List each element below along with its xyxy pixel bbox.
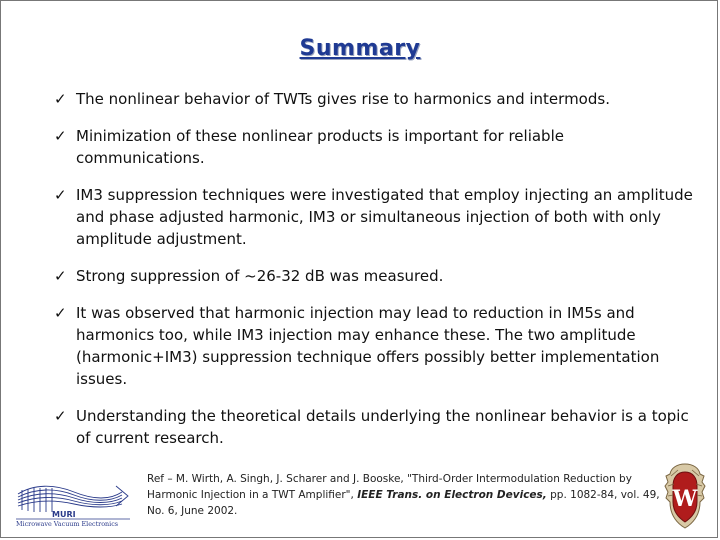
bullet-item: [54, 302, 694, 390]
check-icon: ✓: [54, 186, 67, 204]
university-crest-icon: [662, 462, 708, 530]
bullet-item: [54, 184, 694, 250]
bullet-text: Understanding the theoretical details underlying the nonlinear behavior is a topic of current research.: [76, 407, 689, 447]
check-icon: ✓: [54, 127, 67, 145]
logo-text-top: MURI: [52, 510, 76, 519]
bullet-text: IM3 suppression techniques were investigated that employ injecting an amplitude and phase adjusted harmonic, IM3 or simultaneous injection of both with only amplitude adjustment.: [76, 186, 693, 248]
bullet-text: Minimization of these nonlinear products is important for reliable communications.: [76, 127, 564, 167]
bullet-list: [54, 88, 694, 449]
slide-title: Summary: [299, 36, 421, 61]
reference-citation: [147, 471, 667, 519]
bullet-item: [54, 88, 694, 110]
reference-journal: IEEE Trans. on Electron Devices,: [357, 489, 547, 501]
bullet-item: [54, 265, 694, 287]
bullet-text: The nonlinear behavior of TWTs gives rise to harmonics and intermods.: [76, 90, 610, 108]
check-icon: ✓: [54, 407, 67, 425]
electron-beam-icon: [18, 486, 128, 512]
bullet-item: [54, 125, 694, 169]
bullet-text: Strong suppression of ~26-32 dB was measured.: [76, 267, 444, 285]
bullet-text: It was observed that harmonic injection may lead to reduction in IM5s and harmonics too, while IM3 injection may enhance these. The two amplitude (harmonic+IM3) suppression technique offers possibly better implementation issues.: [76, 304, 660, 388]
svg-text:W: W: [672, 486, 698, 512]
check-icon: ✓: [54, 304, 67, 322]
reference-prefix: Ref – M. Wirth, A. Singh, J. Scharer and J. Booske, "Third-Order Intermodulation Reduction by Harmonic Injection in a TWT Amplifier",: [147, 473, 632, 501]
bullet-item: [54, 405, 694, 449]
muri-logo: [14, 470, 132, 528]
check-icon: ✓: [54, 90, 67, 108]
logo-text-bottom: Microwave Vacuum Electronics: [16, 520, 119, 528]
check-icon: ✓: [54, 267, 67, 285]
reference-suffix: pp. 1082-84, vol. 49, No. 6, June 2002.: [147, 489, 660, 517]
